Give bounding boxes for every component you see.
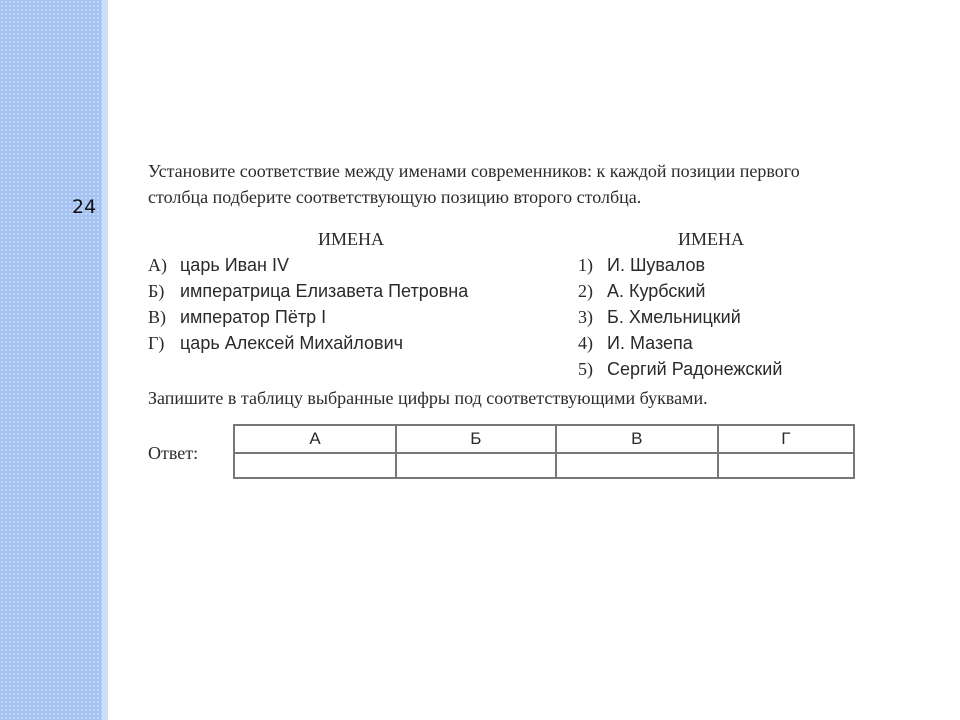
answer-cell-v[interactable] — [556, 453, 718, 478]
left-item-key: А) — [148, 255, 167, 275]
right-item-text: И. Мазепа — [607, 333, 693, 353]
instruction-text: Запишите в таблицу выбранные цифры под соответствующими буквами. — [148, 388, 708, 408]
decorative-sidebar — [0, 0, 102, 720]
left-item-a — [148, 252, 289, 278]
answer-input-row — [234, 453, 854, 478]
left-item-key: В) — [148, 307, 166, 327]
question-number: 24 — [72, 196, 97, 218]
right-item-key: 1) — [578, 255, 593, 275]
right-item-4 — [578, 330, 693, 356]
left-item-key: Г) — [148, 333, 165, 353]
right-item-key: 4) — [578, 333, 593, 353]
right-item-key: 5) — [578, 359, 593, 379]
right-item-5 — [578, 356, 782, 382]
left-item-text: царь Иван IV — [180, 255, 289, 275]
left-item-text: император Пётр I — [180, 307, 327, 327]
answer-header-row — [234, 425, 854, 453]
right-item-text: А. Курбский — [607, 281, 706, 301]
left-item-text: царь Алексей Михайлович — [180, 333, 403, 353]
right-item-text: Сергий Радонежский — [607, 359, 783, 379]
answer-header-a: А — [234, 425, 396, 453]
left-column-title: ИМЕНА — [318, 229, 384, 249]
answer-cell-g[interactable] — [718, 453, 854, 478]
answer-header-b: Б — [396, 425, 556, 453]
task-intro: Установите соответствие между именами современников: к каждой позиции первого столбца подберите соответствующую позицию второго столбца. — [148, 161, 800, 207]
left-item-g — [148, 330, 403, 356]
left-item-b — [148, 278, 468, 304]
answer-cell-a[interactable] — [234, 453, 396, 478]
right-item-text: И. Шувалов — [607, 255, 706, 275]
right-item-3 — [578, 304, 741, 330]
answer-cell-b[interactable] — [396, 453, 556, 478]
left-item-text: императрица Елизавета Петровна — [180, 281, 469, 301]
right-item-2 — [578, 278, 705, 304]
right-item-1 — [578, 252, 705, 278]
left-item-v — [148, 304, 326, 330]
right-column-title: ИМЕНА — [678, 229, 744, 249]
answer-table — [233, 424, 855, 479]
task-block — [148, 158, 863, 463]
right-item-key: 2) — [578, 281, 593, 301]
right-item-key: 3) — [578, 307, 593, 327]
left-item-key: Б) — [148, 281, 165, 301]
answer-label: Ответ: — [148, 443, 199, 463]
answer-header-g: Г — [718, 425, 854, 453]
right-item-text: Б. Хмельницкий — [607, 307, 741, 327]
sidebar-stripe — [102, 0, 108, 720]
answer-header-v: В — [556, 425, 718, 453]
matching-columns — [148, 229, 863, 386]
